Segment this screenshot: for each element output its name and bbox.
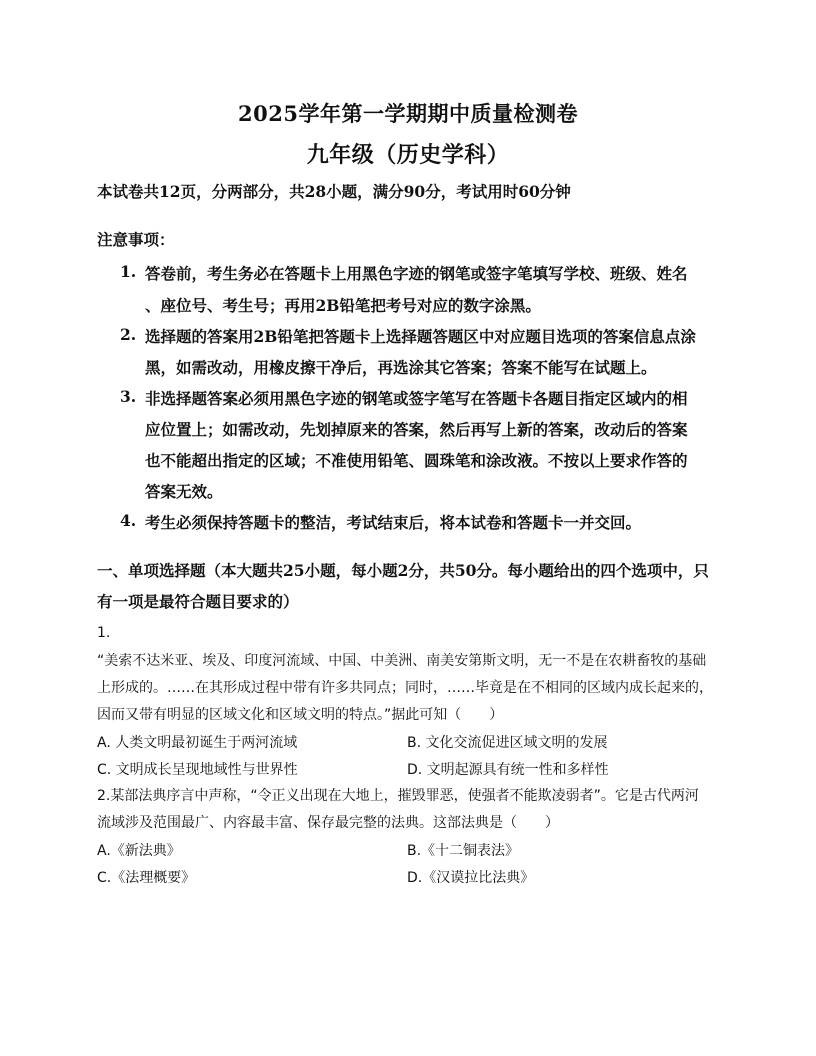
note-1-number: 1. [120,262,137,281]
note-2-line-2: 黑，如需改动，用橡皮擦干净后，再选涂其它答案；答案不能写在试题上。 [145,358,657,377]
q2-option-a[interactable]: A.《新法典》 [97,843,181,859]
q1-number: 1. [97,625,111,641]
note-2-number: 2. [120,325,137,344]
note-3-line-2: 应位置上；如需改动，先划掉原来的答案，然后再写上新的答案，改动后的答案 [145,420,688,439]
note-4-line-1: 考生必须保持答题卡的整洁，考试结束后，将本试卷和答题卡一并交回。 [145,513,642,532]
q1-option-b[interactable]: B. 文化交流促进区域文明的发展 [407,735,608,751]
q2-stem-line-2: 流域涉及范围最广、内容最丰富、保存最完整的法典。这部法典是（ ） [97,815,559,831]
note-1-line-1: 答卷前，考生务必在答题卡上用黑色字迹的钢笔或签字笔填写学校、班级、姓名 [145,264,688,283]
section-1-heading-line-2: 有一项是最符合题目要求的） [97,592,299,611]
note-3-number: 3. [120,387,137,406]
q1-option-d[interactable]: D. 文明起源具有统一性和多样性 [407,762,609,778]
q1-option-c[interactable]: C. 文明成长呈现地域性与世界性 [97,762,298,778]
q1-stem-line-1: “美索不达米亚、埃及、印度河流域、中国、中美洲、南美安第斯文明，无一不是在农耕畜牧的基础 [97,653,707,669]
q2-option-b[interactable]: B.《十二铜表法》 [407,843,520,859]
q2-stem-line-1: 2.某部法典序言中声称，“令正义出现在大地上，摧毁罪恶，使强者不能欺凌弱者”。它是古代两河 [97,788,699,804]
note-1-line-2: 、座位号、考生号；再用2B铅笔把考号对应的数字涂黑。 [145,296,541,315]
note-3-line-4: 答案无效。 [145,482,223,501]
q1-stem-line-2: 上形成的。……在其形成过程中带有许多共同点；同时，……毕竟是在不相同的区域内成长起来的， [97,680,713,696]
q2-option-c[interactable]: C.《法理概要》 [97,870,196,886]
exam-title: 2025学年第一学期期中质量检测卷 [238,101,578,126]
section-1-heading-line-1: 一、单项选择题（本大题共25小题，每小题2分，共50分。每小题给出的四个选项中，只 [97,561,709,580]
notes-heading: 注意事项： [97,230,175,249]
note-4-number: 4. [120,511,137,530]
note-3-line-3: 也不能超出指定的区域；不准使用铅笔、圆珠笔和涂改液。不按以上要求作答的 [145,451,688,470]
note-2-line-1: 选择题的答案用2B铅笔把答题卡上选择题答题区中对应题目选项的答案信息点涂 [145,327,696,346]
q1-option-a[interactable]: A. 人类文明最初诞生于两河流域 [97,735,298,751]
note-3-line-1: 非选择题答案必须用黑色字迹的钢笔或签字笔写在答题卡各题目指定区域内的相 [145,389,688,408]
q1-stem-line-3: 因而又带有明显的区域文化和区域文明的特点。”据此可知（ ） [97,707,504,723]
exam-info: 本试卷共12页，分两部分，共28小题，满分90分，考试用时60分钟 [97,182,571,201]
exam-subtitle: 九年级（历史学科） [306,142,510,168]
q2-option-d[interactable]: D.《汉谟拉比法典》 [407,870,535,886]
